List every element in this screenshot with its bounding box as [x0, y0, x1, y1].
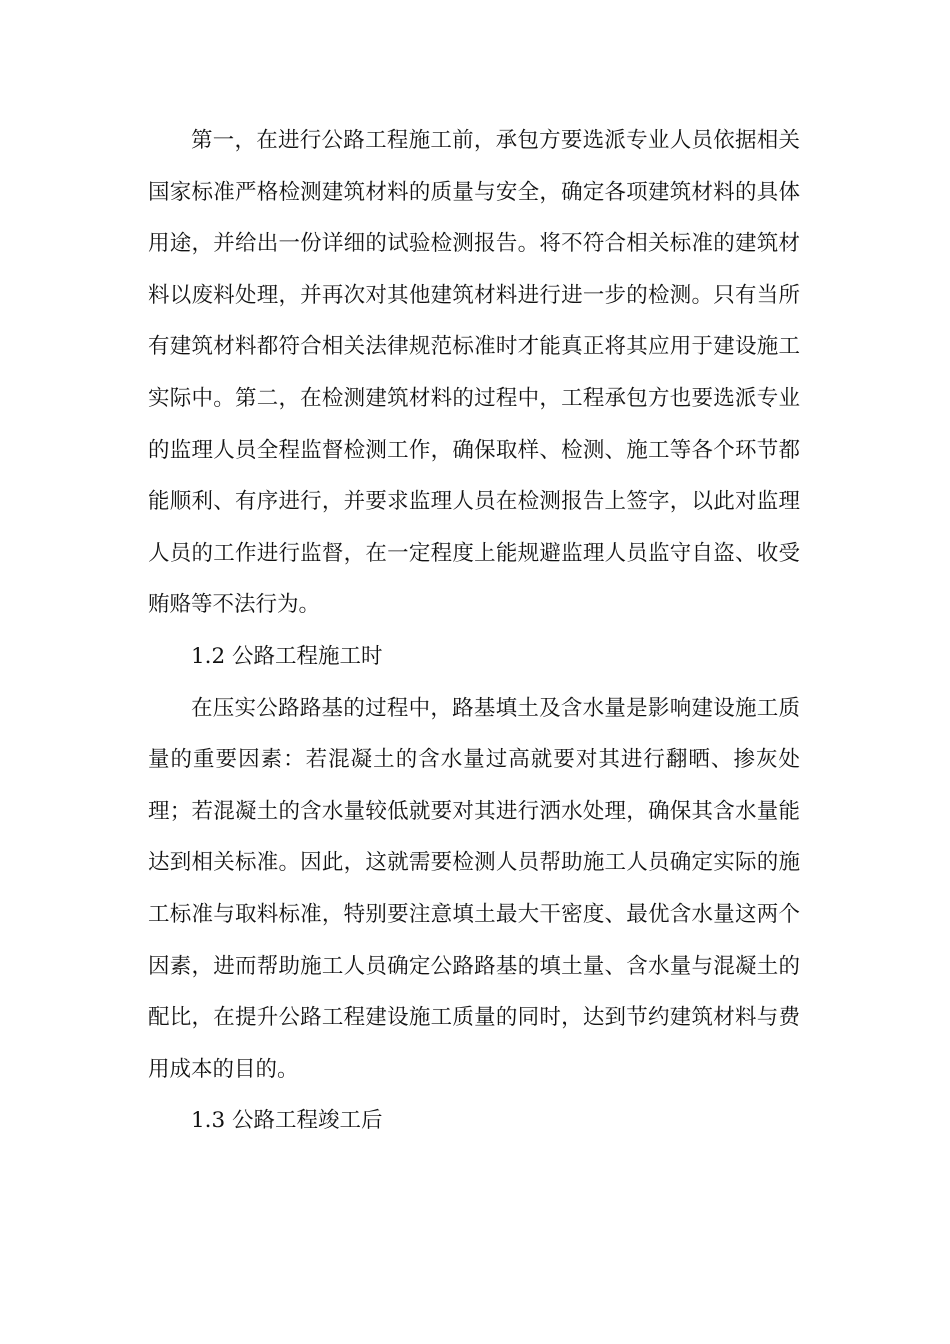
paragraph-first-second: 第一，在进行公路工程施工前，承包方要选派专业人员依据相关国家标准严格检测建筑材料的质量与安全，确定各项建筑材料的具体用途，并给出一份详细的试验检测报告。将不符合相关标准的建筑材料以废料处理，并再次对其他建筑材料进行进一步的检测。只有当所有建筑材料都符合相关法律规范标准时才能真正将其应用于建设施工实际中。第二，在检测建筑材料的过程中，工程承包方也要选派专业的监理人员全程监督检测工作，确保取样、检测、施工等各个环节都能顺利、有序进行，并要求监理人员在检测报告上签字，以此对监理人员的工作进行监督，在一定程度上能规避监理人员监守自盗、收受贿赂等不法行为。	[148, 128, 800, 618]
section-heading-1-3: 1.3 公路工程竣工后	[191, 1108, 383, 1134]
section-heading-1-2: 1.2 公路工程施工时	[191, 643, 383, 669]
paragraph-compaction: 在压实公路路基的过程中，路基填土及含水量是影响建设施工质量的重要因素：若混凝土的含水量过高就要对其进行翻晒、掺灰处理；若混凝土的含水量较低就要对其进行洒水处理，确保其含水量能达到相关标准。因此，这就需要检测人员帮助施工人员确定实际的施工标准与取料标准，特别要注意填土最大干密度、最优含水量这两个因素，进而帮助施工人员确定公路路基的填土量、含水量与混凝土的配比，在提升公路工程建设施工质量的同时，达到节约建筑材料与费用成本的目的。	[148, 695, 800, 1082]
document-body	[148, 115, 800, 1147]
